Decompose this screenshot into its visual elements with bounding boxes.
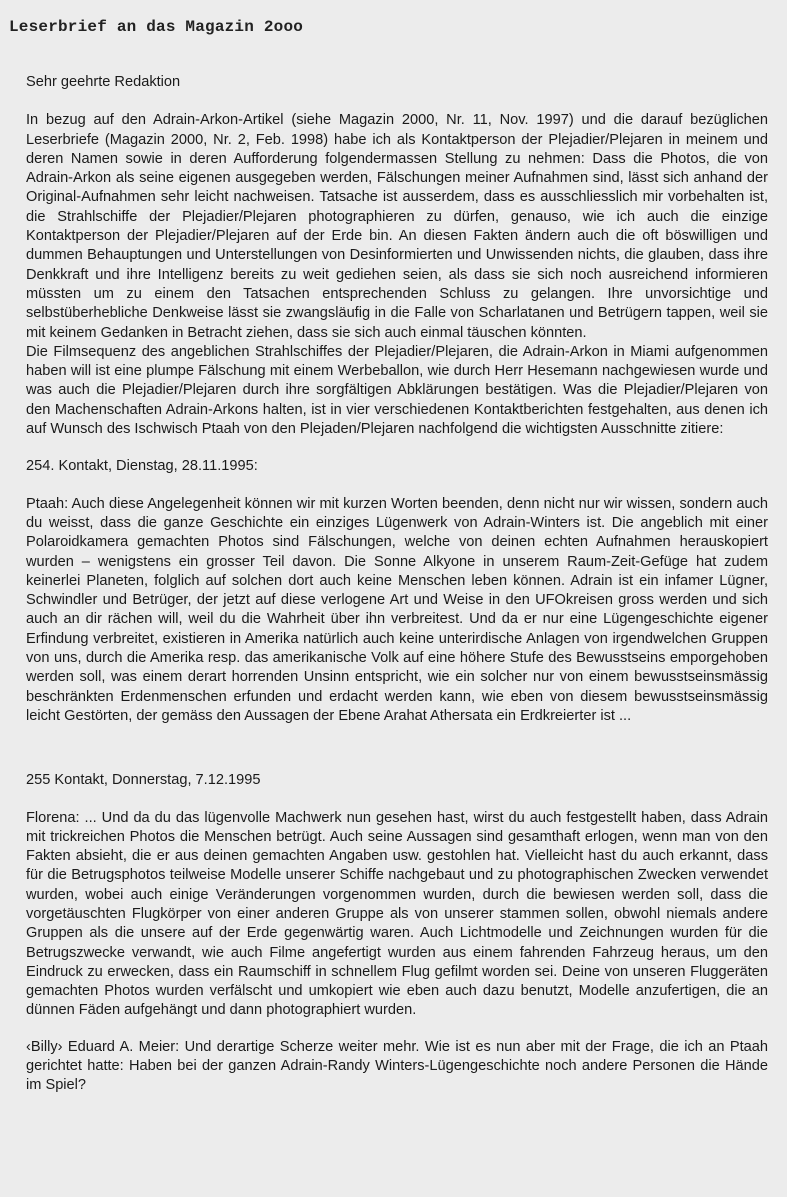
intro-paragraph: In bezug auf den Adrain-Arkon-Artikel (siehe Magazin 2000, Nr. 11, Nov. 1997) und die darauf bezüglichen Leserbriefe (Magazin 2000, Nr. 2, Feb. 1998) habe ich als Kontaktperson der Plejadier/Plejaren in meinem und deren Namen sowie in deren Aufforderung folgendermassen Stellung zu nehmen: Dass die Photos, die von Adrain-Arkon als seine eigenen ausgegeben werden, Fälschungen meiner Aufnahmen sind, lässt sich anhand der Original-Aufnahmen sehr leicht nachweisen. Tatsache ist ausserdem, dass es ausschliesslich mir vorbehalten ist, die Strahlschiffe der Plejadier/Plejaren photographieren zu dürfen, genauso, wie ich auch die einzige Kontaktperson der Plejadier/Plejaren auf der Erde bin. An diesen Fakten ändern auch die oft böswilligen und dummen Behauptungen und Unterstellungen von Desinformierten und Unwissenden nichts, die glauben, dass ihre Denkkraft und ihre Intelligenz bereits zu weit gediehen seien, als dass sie sich noch ausreichend informieren müssten um zu einem den Tatsachen entsprechenden Schluss zu gelangen. Ihre unvorsichtige und selbstüberhebliche Denkweise lässt sie zwangsläufig in die Falle von Scharlatanen und Betrügern tappen, weil sie mit keinem Gedanken in Betracht ziehen, dass sie sich auch einmal täuschen könnten. [26,112,768,341]
contact-255-body: Florena: ... Und da du das lügenvolle Machwerk nun gesehen hast, wirst du auch festgestellt haben, dass Adrain mit trickreichen Photos die Menschen betrügt. Auch seine Aussagen sind gesamthaft erlogen, wenn man von den Fakten absieht, die er aus deinen gemachten Angaben usw. gestohlen hat. Vielleicht hast du auch erkannt, dass für die Betrugsphotos teilweise Modelle unserer Schiffe nachgebaut und zu photographischen Zwecken verwendet wurden, wobei auch einige Veränderungen vorgenommen wurden, durch die bewiesen werden soll, dass die vorgetäuschten Flugkörper von einer anderen Gruppe als von unserer stammen sollen, obwohl niemals andere Gruppen als die unsere auf der Erde gegenwärtig waren. Auch Lichtmodelle und Zeichnungen wurden für die Betrugszwecke verwandt, wie auch Filme angefertigt wurden aus einem fahrenden Fahrzeug heraus, um den Eindruck zu erwecken, dass ein Raumschiff in schnellem Flug gefilmt worden sei. Deine von unseren Fluggeräten gemachten Photos wurden verfälscht und umkopiert wie eben auch dazu benutzt, Modelle anzufertigen, die an dünnen Fäden aufgehängt und dann photographiert wurden. [26,809,768,1019]
contact-255-title: 255 Kontakt, Donnerstag, 7.12.1995 [26,772,261,789]
contact-254-body: Ptaah: Auch diese Angelegenheit können wir mit kurzen Worten beenden, denn nicht nur wir wissen, sondern auch du weisst, dass die ganze Geschichte ein einziges Lügenwerk von Adrain-Winters ist. Die angeblich mit einer Polaroidkamera gemachten Photos sind Fälschungen, welche von deinen echten Aufnahmen herauskopiert wurden – wenigstens ein grosser Teil davon. Die Sonne Alkyone in unserem Raum-Zeit-Gefüge hat zudem keinerlei Planeten, folglich auf solchen dort auch keine Menschen leben können. Adrain ist ein infamer Lügner, Schwindler und Betrüger, der jetzt auf diese verlogene Art und Weise in den UFOkreisen gross werden und sich auch an dir rächen will, weil du die Wahrheit über ihn verbreitest. Und da er nur eine Lügengeschichte eigener Erfindung verbreitet, existieren in Amerika natürlich auch keine unterirdische Anlagen von irgendwelchen Gruppen von uns, durch die Amerika resp. das amerikanische Volk auf eine höhere Stufe des Bewusstseins emporgehoben werden soll, was einem derart horrenden Unsinn entspricht, wie ein solcher nur von einem bewusstseinsmässig beschränkten Erdenmenschen erfunden und erdacht werden kann, wie eben von diesem bewusstseinsmässig leicht Gestörten, der gemäss den Aussagen der Ebene Arahat Athersata ein Erdkreierter ist ... [26,495,768,724]
film-paragraph: Die Filmsequenz des angeblichen Strahlschiffes der Plejadier/Plejaren, die Adrain-Arkon in Miami aufgenommen haben will ist eine plumpe Fälschung mit einem Werbeballon, wie durch Herr Hesemann nachgewiesen wurde und was auch die Plejadier/Plejaren durch ihre sorgfältigen Abklärungen bestätigen. Was die Plejadier/Plejaren von den Machenschaften Adrain-Arkons halten, ist in vier verschiedenen Kontaktberichten festgehalten, aus denen ich auf Wunsch des Ischwisch Ptaah von den Plejaden/Plejaren nachfolgend die wichtigsten Ausschnitte zitiere: [26,343,768,438]
greeting: Sehr geehrte Redaktion [26,74,181,90]
letter-body [26,73,768,1096]
contact-254-title: 254. Kontakt, Dienstag, 28.11.1995: [26,458,258,475]
letter-heading: Leserbrief an das Magazin 2ooo [9,18,304,36]
billy-question: ‹Billy› Eduard A. Meier: Und derartige Scherze weiter mehr. Wie ist es nun aber mit der Frage, die ich an Ptaah gerichtet hatte: Haben bei der ganzen Adrain-Randy Winters-Lügengeschichte noch andere Personen die Hände im Spiel? [26,1038,768,1094]
